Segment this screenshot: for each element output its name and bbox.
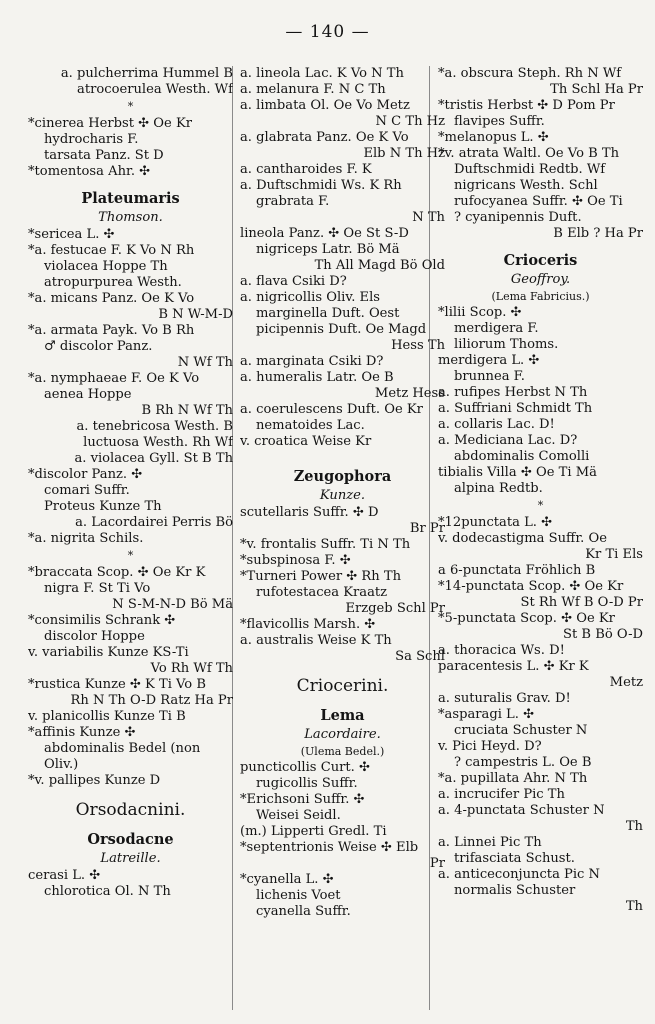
entry-locality: Metz <box>609 675 643 690</box>
entry-line: a. Linnei Pic Th <box>438 835 542 850</box>
entry-synonym: ? cyanipennis Duft. <box>454 210 582 225</box>
genus-author: Thomson. <box>98 210 163 225</box>
entry-synonym: ♂ discolor Panz. <box>44 339 153 354</box>
tribe-heading: Criocerini. <box>296 676 389 696</box>
entry-line: *a. pupillata Ahr. N Th <box>438 771 588 786</box>
entry-line: v. dodecastigma Suffr. Oe <box>438 531 607 546</box>
entry-locality: N Wf Th <box>177 355 233 370</box>
entry-line: (m.) Lipperti Gredl. Ti <box>240 824 387 839</box>
entry-line: *5-punctata Scop. ✣ Oe Kr <box>438 611 615 626</box>
spacer <box>240 450 445 458</box>
entry-synonym: brunnea F. <box>454 369 525 384</box>
entry-line: *cyanella L. ✣ <box>240 872 334 887</box>
entry-synonym: abdominalis Comolli <box>454 449 590 464</box>
entry-line: *a. armata Payk. Vo B Rh <box>28 323 195 338</box>
entry-line: *Turneri Power ✣ Rh Th <box>240 569 402 584</box>
entry-line: puncticollis Curt. ✣ <box>240 760 370 775</box>
entry-line: *a. obscura Steph. Rh N Wf <box>438 66 622 81</box>
entry-synonym: ? campestris L. Oe B <box>454 755 592 770</box>
entry-locality: a. tenebricosa Westh. B <box>76 419 233 434</box>
entry-synonym: flavipes Suffr. <box>454 114 545 129</box>
entry-line: *a. nigrita Schils. <box>28 531 144 546</box>
entry-line: a. Suffriani Schmidt Th <box>438 401 593 416</box>
entry-synonym: normalis Schuster <box>454 883 576 898</box>
entry-synonym: nigra F. St Ti Vo <box>44 581 151 596</box>
entry-synonym: cruciata Schuster N <box>454 723 588 738</box>
entry-line: a. humeralis Latr. Oe B <box>240 370 394 385</box>
entry-line: *rustica Kunze ✣ K Ti Vo B <box>28 677 206 692</box>
entry-synonym: picipennis Duft. Oe Magd <box>256 322 427 337</box>
entry-locality: Th <box>625 819 643 834</box>
entry-synonym: comari Suffr. <box>44 483 130 498</box>
entry-line: a. anticeconjuncta Pic N <box>438 867 600 882</box>
entry-line: *sericea L. ✣ <box>28 227 115 242</box>
genus-heading: Crioceris <box>503 252 578 269</box>
entry-locality: atrocoerulea Westh. Wf <box>77 82 233 97</box>
entry-locality: a. pulcherrima Hummel B <box>60 66 233 81</box>
entry-line: *cinerea Herbst ✣ Oe Kr <box>28 116 192 131</box>
entry-locality: B Elb ? Ha Pr <box>553 226 643 241</box>
entry-locality: Sa Schl <box>395 649 445 664</box>
entry-line: *Erichsoni Suffr. ✣ <box>240 792 365 807</box>
entry-locality: St Rh Wf B O-D Pr <box>520 595 643 610</box>
entry-line: *consimilis Schrank ✣ <box>28 613 176 628</box>
entry-synonym: abdominalis Bedel (non <box>44 741 201 756</box>
entry-synonym: Oliv.) <box>44 757 79 772</box>
entry-line: *tomentosa Ahr. ✣ <box>28 164 151 179</box>
entry-synonym: rugicollis Suffr. <box>256 776 358 791</box>
entry-locality: Th Schl Ha Pr <box>550 82 643 97</box>
entry-synonym: rufocyanea Suffr. ✣ Oe Ti <box>454 194 623 209</box>
entry-line: a. rufipes Herbst N Th <box>438 385 588 400</box>
entry-locality: Metz Hess <box>374 386 445 401</box>
page-number: — 140 — <box>285 22 370 42</box>
entry-locality: luctuosa Westh. Rh Wf <box>83 435 233 450</box>
entry-line: *discolor Panz. ✣ <box>28 467 143 482</box>
entry-line: *septentrionis Weise ✣ Elb <box>240 840 419 855</box>
entry-line: a. Mediciana Lac. D? <box>438 433 578 448</box>
entry-synonym: Proteus Kunze Th <box>44 499 162 514</box>
entry-line: *14-punctata Scop. ✣ Oe Kr <box>438 579 624 594</box>
entry-synonym: lichenis Voet <box>256 888 341 903</box>
entry-line: *a. micans Panz. Oe K Vo <box>28 291 195 306</box>
entry-locality: Elb N Th Hz <box>363 146 445 161</box>
entry-synonym: violacea Hoppe Th <box>44 259 168 274</box>
entry-synonym: Duftschmidi Redtb. Wf <box>454 162 606 177</box>
entry-line: a. coerulescens Duft. Oe Kr <box>240 402 423 417</box>
separator-asterisk: * <box>537 499 544 512</box>
separator-asterisk: * <box>127 549 134 562</box>
entry-line: *v. frontalis Suffr. Ti N Th <box>240 537 411 552</box>
entry-line: a. glabrata Panz. Oe K Vo <box>240 130 409 145</box>
entry-synonym: trifasciata Schust. <box>454 851 575 866</box>
entry-synonym: cyanella Suffr. <box>256 904 351 919</box>
entry-locality: Pr <box>429 856 445 871</box>
entry-line: v. planicollis Kunze Ti B <box>28 709 186 724</box>
entry-locality: Th <box>625 899 643 914</box>
entry-line: v. croatica Weise Kr <box>240 434 372 449</box>
entry-locality: Vo Rh Wf Th <box>150 661 233 676</box>
entry-line: scutellaris Suffr. ✣ D <box>240 505 379 520</box>
entry-line: *flavicollis Marsh. ✣ <box>240 617 376 632</box>
entry-line: a. marginata Csiki D? <box>240 354 384 369</box>
entry-line: *affinis Kunze ✣ <box>28 725 136 740</box>
genus-synonym: (Lema Fabricius.) <box>491 290 590 303</box>
entry-line: lineola Panz. ✣ Oe St S-D <box>240 226 409 241</box>
entry-line: *12punctata L. ✣ <box>438 515 553 530</box>
entry-synonym: hydrocharis F. <box>44 132 139 147</box>
entry-line: *melanopus L. ✣ <box>438 130 549 145</box>
entry-locality: Rh N Th O-D Ratz Ha Pr <box>70 693 233 708</box>
entry-locality: Kr Ti Els <box>585 547 643 562</box>
entry-synonym: aenea Hoppe <box>44 387 132 402</box>
entry-line: a. thoracica Ws. D! <box>438 643 565 658</box>
entry-line: a. cantharoides F. K <box>240 162 372 177</box>
entry-line: *v. pallipes Kunze D <box>28 773 161 788</box>
genus-author: Lacordaire. <box>304 727 381 742</box>
entry-line: a. lineola Lac. K Vo N Th <box>240 66 404 81</box>
entry-locality: Br Pr <box>409 521 445 536</box>
genus-heading: Orsodacne <box>87 831 174 848</box>
genus-author: Kunze. <box>319 488 366 503</box>
entry-line: *asparagi L. ✣ <box>438 707 535 722</box>
entry-locality: Hess Th <box>391 338 445 353</box>
entry-synonym: chlorotica Ol. N Th <box>44 884 171 899</box>
entry-line: *v. atrata Waltl. Oe Vo B Th <box>438 146 620 161</box>
entry-synonym: nematoides Lac. <box>256 418 365 433</box>
entry-line: a. Duftschmidi Ws. K Rh <box>240 178 402 193</box>
genus-synonym: (Ulema Bedel.) <box>300 745 385 758</box>
entry-synonym: tarsata Panz. St D <box>44 148 164 163</box>
separator-asterisk: * <box>127 100 134 113</box>
entry-line: *braccata Scop. ✣ Oe Kr K <box>28 565 206 580</box>
tribe-heading: Orsodacnini. <box>75 800 186 820</box>
entry-locality: a. violacea Gyll. St B Th <box>74 451 233 466</box>
column-2 <box>240 66 445 1010</box>
entry-line: a. suturalis Grav. D! <box>438 691 571 706</box>
entry-line: a. australis Weise K Th <box>240 633 392 648</box>
entry-line: a. nigricollis Oliv. Els <box>240 290 380 305</box>
entry-line: *lilii Scop. ✣ <box>438 305 522 320</box>
entry-locality: B N W-M-D <box>158 307 233 322</box>
entry-line: a. melanura F. N C Th <box>240 82 386 97</box>
column-3 <box>438 66 643 1010</box>
entry-line: *tristis Herbst ✣ D Pom Pr <box>438 98 615 113</box>
entry-line: a. flava Csiki D? <box>240 274 347 289</box>
entry-synonym: nigriceps Latr. Bö Mä <box>256 242 400 257</box>
entry-synonym: marginella Duft. Oest <box>256 306 400 321</box>
entry-line: v. Pici Heyd. D? <box>438 739 542 754</box>
entry-synonym: discolor Hoppe <box>44 629 145 644</box>
entry-line: *subspinosa F. ✣ <box>240 553 351 568</box>
entry-line: a. 4-punctata Schuster N <box>438 803 605 818</box>
genus-author: Latreille. <box>100 851 161 866</box>
entry-line: *a. nymphaeae F. Oe K Vo <box>28 371 200 386</box>
entry-line: a. incrucifer Pic Th <box>438 787 565 802</box>
entry-locality: N C Th Hz <box>375 114 445 129</box>
entry-locality: a. Lacordairei Perris Bö <box>75 515 233 530</box>
entry-line: v. variabilis Kunze KS-Ti <box>28 645 189 660</box>
entry-locality: Th All Magd Bö Old <box>314 258 445 273</box>
entry-synonym: rufotestacea Kraatz <box>256 585 388 600</box>
entry-line: cerasi L. ✣ <box>28 868 101 883</box>
genus-heading: Lema <box>320 707 365 724</box>
entry-locality: N Th <box>412 210 445 225</box>
entry-synonym: atropurpurea Westh. <box>44 275 182 290</box>
entry-line: *a. festucae F. K Vo N Rh <box>28 243 195 258</box>
entry-line: a. limbata Ol. Oe Vo Metz <box>240 98 410 113</box>
entry-line: paracentesis L. ✣ Kr K <box>438 659 589 674</box>
entry-line: merdigera L. ✣ <box>438 353 540 368</box>
genus-heading: Zeugophora <box>293 468 392 485</box>
entry-synonym: Weisei Seidl. <box>256 808 341 823</box>
genus-author: Geoffroy. <box>510 272 571 287</box>
entry-line: tibialis Villa ✣ Oe Ti Mä <box>438 465 597 480</box>
entry-locality: N S-M-N-D Bö Mä <box>112 597 233 612</box>
entry-synonym: alpina Redtb. <box>454 481 543 496</box>
entry-line: a. collaris Lac. D! <box>438 417 555 432</box>
entry-locality: St B Bö O-D <box>563 627 643 642</box>
entry-locality: B Rh N Wf Th <box>141 403 233 418</box>
entry-synonym: liliorum Thoms. <box>454 337 559 352</box>
entry-locality: Erzgeb Schl Pr <box>345 601 445 616</box>
entry-synonym: nigricans Westh. Schl <box>454 178 598 193</box>
genus-heading: Plateumaris <box>81 190 180 207</box>
column-1 <box>28 66 233 1010</box>
entry-synonym: grabrata F. <box>256 194 330 209</box>
entry-line: a 6-punctata Fröhlich B <box>438 563 596 578</box>
entry-synonym: merdigera F. <box>454 321 539 336</box>
